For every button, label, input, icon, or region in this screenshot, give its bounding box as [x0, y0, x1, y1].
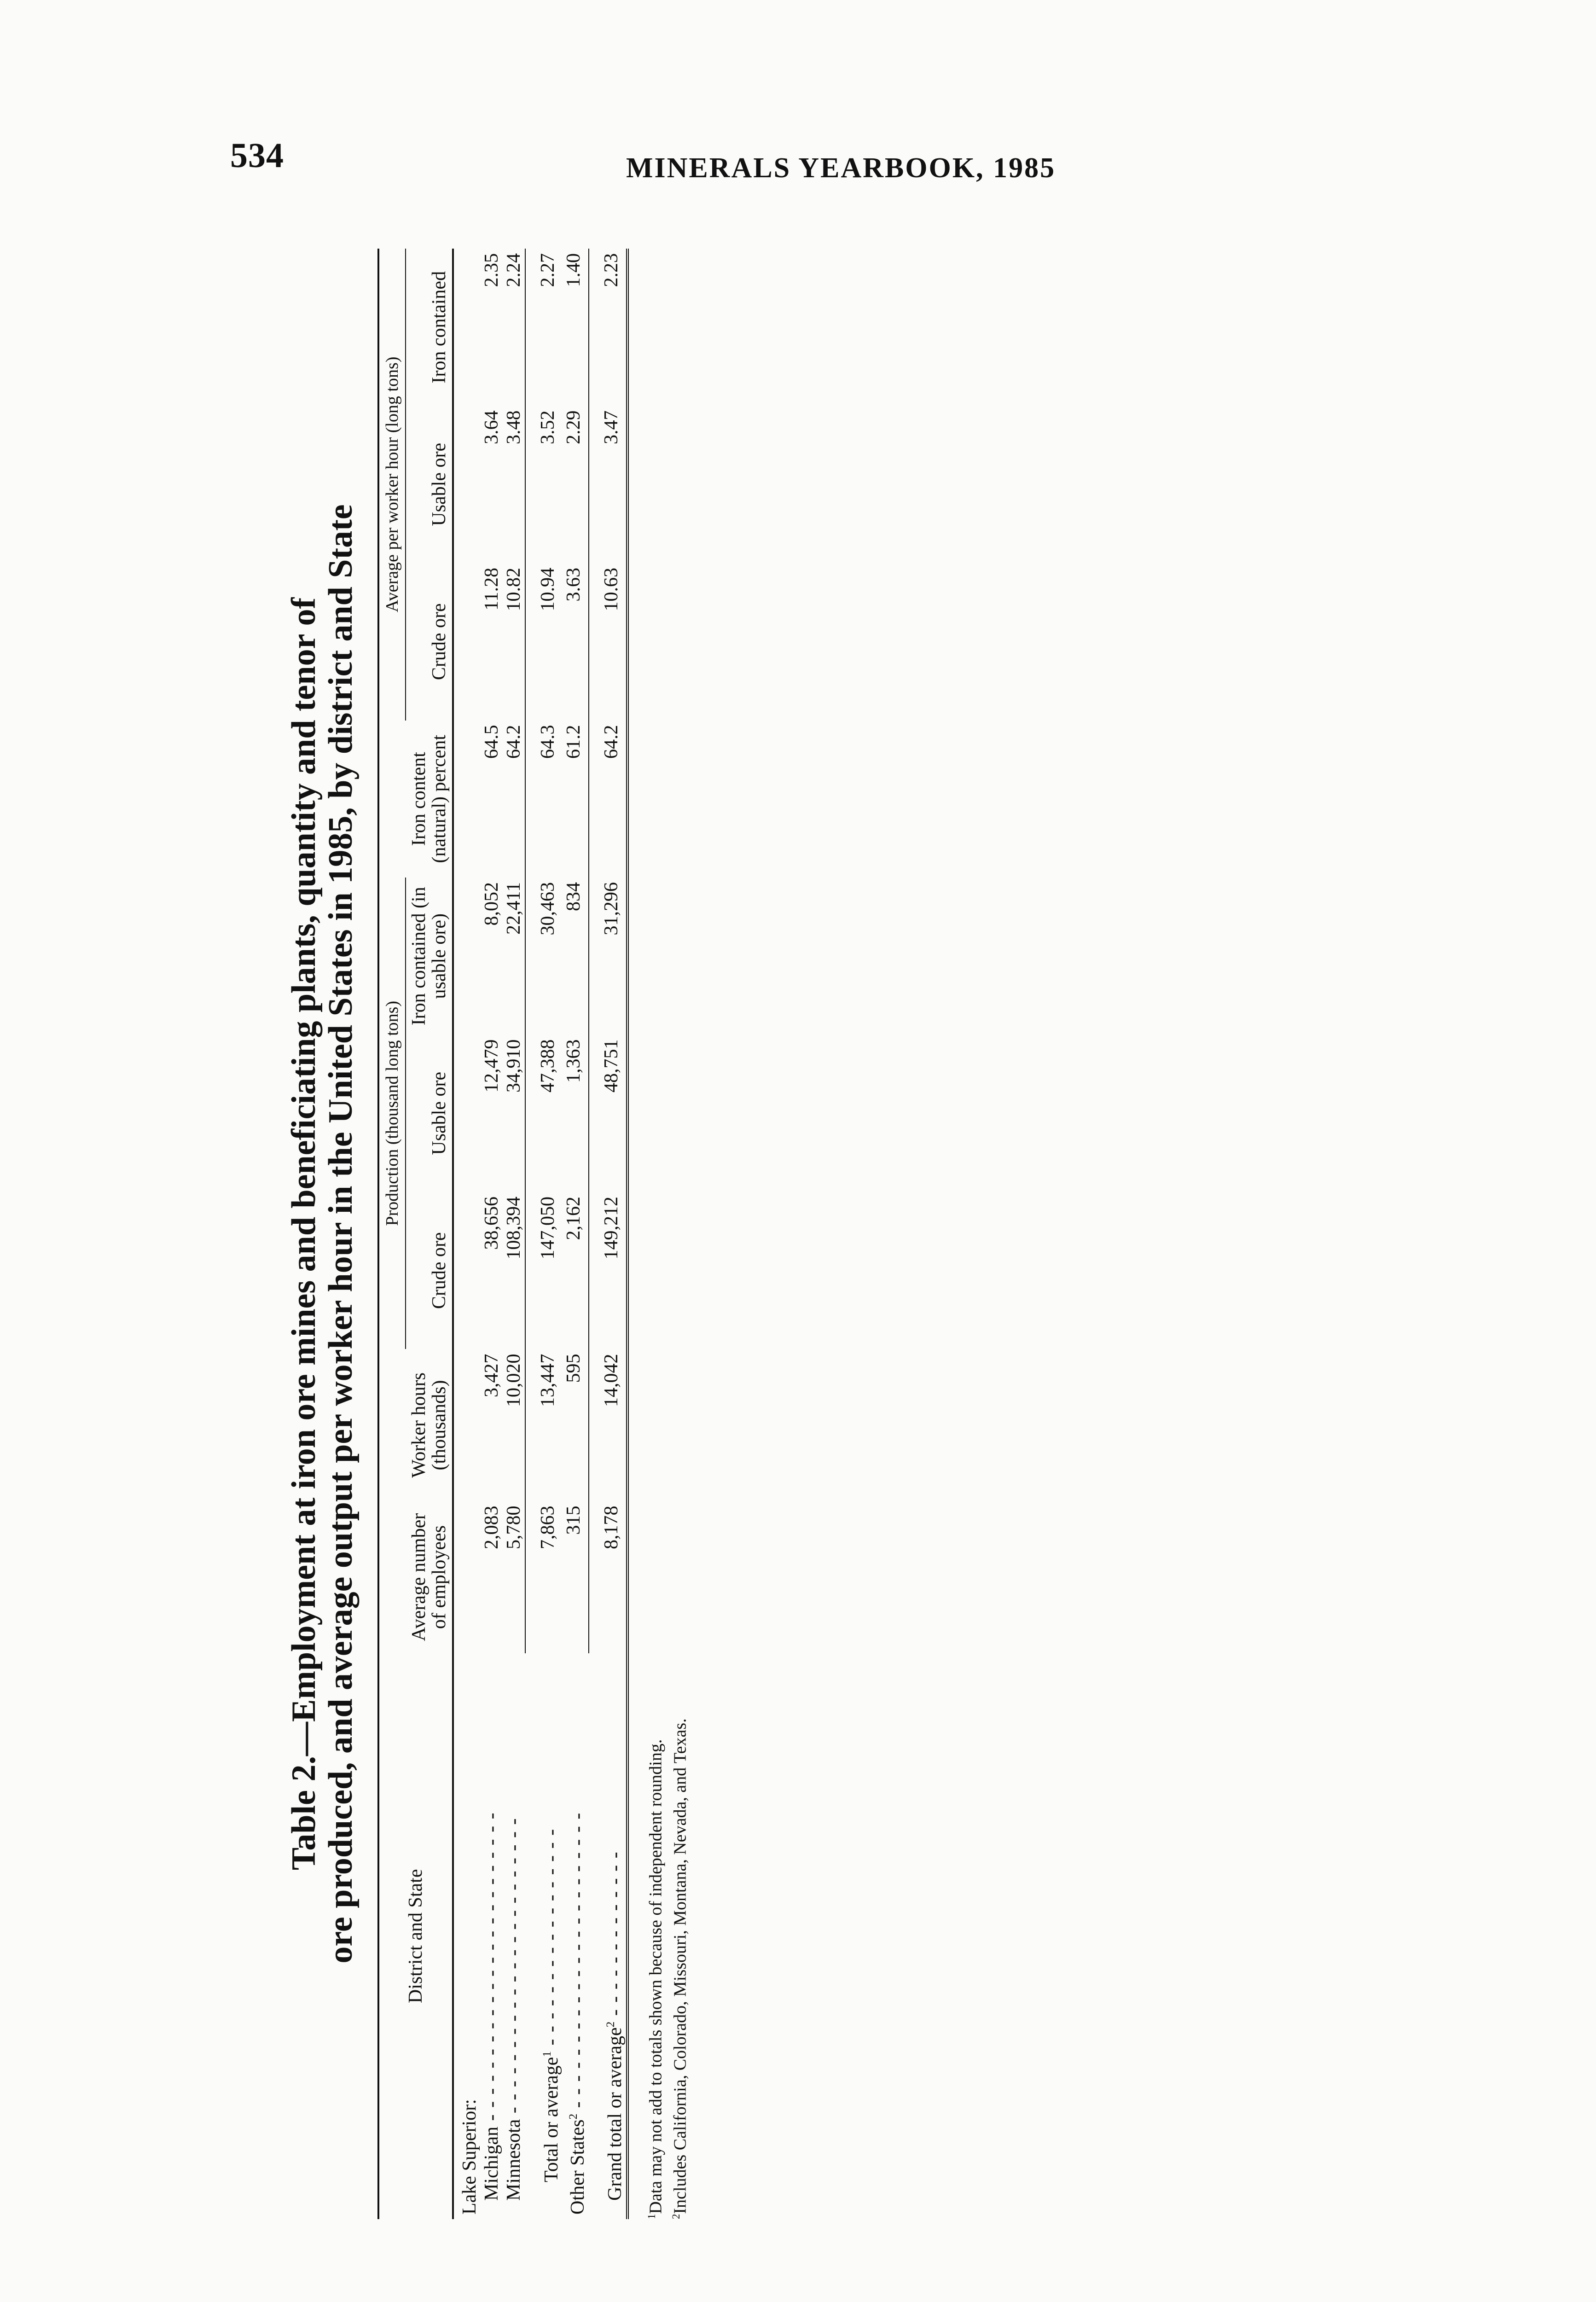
cell-crude: 147,050 [525, 1192, 563, 1349]
table-row [503, 249, 525, 2219]
cell-avg-usable: 2.29 [563, 410, 584, 445]
cell-usable: 1,363 [563, 1039, 584, 1083]
cell-percent: 64.3 [525, 721, 563, 878]
cell-avg-iron: 1.40 [563, 253, 584, 287]
page-number: 534 [230, 136, 284, 175]
cell-hours: 14,042 [589, 1349, 627, 1501]
header-crude-ore: Crude ore [406, 1192, 453, 1349]
header-average-per-worker-hour-group: Average per worker hour (long tons) [378, 249, 406, 721]
cell-usable: 48,751 [589, 1035, 627, 1192]
cell-hours: 595 [563, 1354, 584, 1383]
table-bottom-rule [627, 249, 631, 2219]
running-head: MINERALS YEARBOOK, 1985 [626, 152, 1056, 184]
table-row-grand-total [589, 249, 627, 2219]
header-usable-ore: Usable ore [406, 1035, 453, 1192]
cell-hours: 10,020 [503, 1354, 524, 1407]
footnotes [642, 249, 690, 2219]
row-label: Grand total or average$^2$ - - - - - - - - - - - - - [604, 1851, 626, 2201]
footnote-2: $^2$Includes California, Colorado, Missouri, Montana, Nevada, and Texas. [670, 1718, 690, 2219]
cell-iron: 31,296 [589, 878, 627, 1035]
row-label: Minnesota - - - - - - - - - - - - - - - - - - - - - - - [503, 1817, 524, 2201]
cell-avg-crude: 10.94 [525, 563, 563, 720]
cell-avg-iron: 2.24 [503, 253, 524, 287]
cell-employees: 2,083 [481, 1506, 502, 1550]
cell-employees: 5,780 [503, 1506, 524, 1550]
cell-iron: 834 [563, 882, 584, 911]
cell-iron: 22,411 [503, 882, 524, 935]
header-iron-content-percent: Iron content (natural) percent [378, 721, 453, 878]
header-iron-contained: Iron contained (in usable ore) [406, 878, 453, 1035]
header-average-employees: Average number of employees [378, 1501, 453, 1653]
cell-usable: 47,388 [525, 1035, 563, 1192]
cell-avg-crude: 11.28 [481, 568, 502, 610]
cell-percent: 64.2 [503, 725, 524, 759]
cell-avg-crude: 10.82 [503, 568, 524, 611]
cell-avg-crude: 10.63 [589, 563, 627, 720]
row-label: Michigan - - - - - - - - - - - - - - - - - - - - - - - - [481, 1812, 502, 2201]
table-row [563, 249, 589, 2219]
cell-crude: 108,394 [503, 1196, 524, 1260]
cell-avg-usable: 3.64 [481, 410, 502, 445]
cell-percent: 64.5 [481, 725, 502, 759]
cell-crude: 38,656 [481, 1196, 502, 1250]
cell-usable: 34,910 [503, 1039, 524, 1093]
table-title-line-2: ore produced, and average output per worker hour in the United States in 1985, by district and State [322, 504, 360, 1964]
cell-employees: 8,178 [589, 1501, 627, 1653]
header-avg-crude-ore: Crude ore [406, 563, 453, 720]
cell-employees: 315 [563, 1506, 584, 1535]
row-label: Total or average$^1$ - - - - - - - - - - - - - - - - - [541, 1828, 562, 2182]
cell-crude: 2,162 [563, 1196, 584, 1240]
cell-avg-usable: 3.47 [589, 406, 627, 563]
cell-avg-crude: 3.63 [563, 568, 584, 602]
cell-hours: 13,447 [525, 1349, 563, 1501]
iron-ore-table [377, 249, 631, 2219]
header-avg-usable-ore: Usable ore [406, 406, 453, 563]
header-district-and-state: District and State [378, 1653, 453, 2219]
cell-iron: 8,052 [481, 882, 502, 926]
table-title [285, 249, 359, 2219]
cell-percent: 61.2 [563, 725, 584, 759]
table-row-total [525, 249, 563, 2219]
cell-usable: 12,479 [481, 1039, 502, 1093]
district-label: Lake Superior: [459, 2099, 480, 2215]
cell-crude: 149,212 [589, 1192, 627, 1349]
row-label: Other States$^2$ - - - - - - - - - - - - - - - - - - - - - - - [567, 1812, 588, 2215]
cell-avg-usable: 3.52 [525, 406, 563, 563]
cell-avg-iron: 2.23 [589, 249, 627, 406]
header-production-group: Production (thousand long tons) [378, 878, 406, 1349]
cell-iron: 30,463 [525, 878, 563, 1035]
header-worker-hours: Worker hours (thousands) [378, 1349, 453, 1501]
cell-employees: 7,863 [525, 1501, 563, 1653]
header-avg-iron-contained: Iron contained [406, 249, 453, 406]
cell-percent: 64.2 [589, 721, 627, 878]
cell-avg-iron: 2.35 [481, 253, 502, 287]
table-title-line-1: Table 2.—Employment at iron ore mines and beneficiating plants, quantity and tenor of [285, 597, 323, 1871]
rotated-table-block [285, 249, 727, 2219]
footnote-1: $^1$Data may not add to totals shown because of independent rounding. [646, 1739, 666, 2219]
cell-avg-iron: 2.27 [525, 249, 563, 406]
table-row [481, 249, 503, 2219]
cell-hours: 3,427 [481, 1354, 502, 1397]
cell-avg-usable: 3.48 [503, 410, 524, 445]
